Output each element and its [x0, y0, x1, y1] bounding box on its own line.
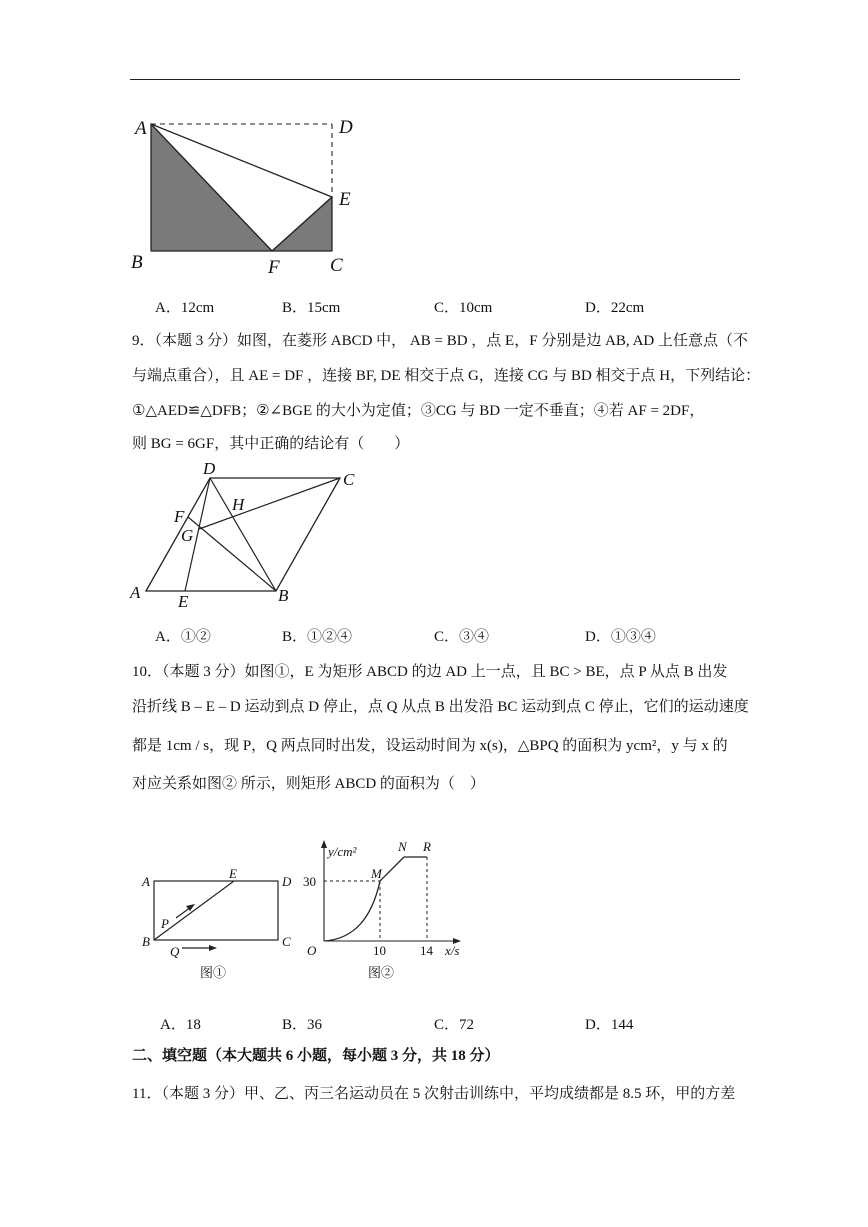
q10-figure-1 — [136, 862, 301, 987]
q8-label-c: C — [330, 255, 343, 276]
q10-fig2-caption: 图② — [368, 965, 395, 980]
q11-line-1: 11．（本题 3 分）甲、乙、丙三名运动员在 5 次射击训练中，平均成绩都是 8.5 环，甲的方差 — [132, 1086, 736, 1102]
q10-x-tick-14: 14 — [420, 943, 433, 958]
q9-label-e: E — [178, 592, 189, 610]
q10-option-d[interactable] — [585, 1013, 633, 1034]
option-letter: D． — [585, 629, 611, 645]
option-value: ①③④ — [610, 629, 656, 645]
q10-arrowhead-q — [209, 945, 217, 951]
option-letter: A． — [160, 1017, 186, 1033]
q9-line-1: 9．（本题 3 分）如图，在菱形 ABCD 中， AB = BD ，点 E，F 分别是边 AB, AD 上任意点（不 — [132, 333, 748, 349]
q9-line-2: 与端点重合），且 AE = DF ，连接 BF, DE 相交于点 G，连接 CG 与 BD 相交于点 H，下列结论： — [132, 368, 761, 384]
q10-origin-label: O — [307, 943, 317, 958]
q10-fig1-label-e: E — [229, 866, 237, 881]
option-value: 10cm — [459, 300, 493, 316]
q8-option-d[interactable] — [585, 296, 644, 317]
option-value: 15cm — [307, 300, 341, 316]
q10-y-tick-30: 30 — [303, 874, 316, 889]
q8-label-f: F — [268, 257, 280, 278]
q9-line-cg — [199, 478, 340, 529]
option-letter: D． — [585, 300, 611, 316]
q10-x-axis-label: x/s — [445, 943, 460, 958]
q10-fig1-label-q: Q — [170, 944, 180, 959]
option-letter: C． — [434, 300, 460, 316]
q9-option-c[interactable] — [434, 625, 489, 646]
q9-label-c: C — [343, 470, 355, 489]
q9-label-g: G — [181, 526, 194, 545]
q10-fig1-label-d: D — [282, 874, 292, 889]
q10-fig1-label-a: A — [142, 874, 150, 889]
option-value: 36 — [307, 1017, 323, 1033]
option-value: 72 — [459, 1017, 475, 1033]
q8-label-a: A — [135, 118, 147, 139]
q9-options — [155, 625, 755, 649]
q9-option-b[interactable] — [282, 625, 352, 646]
q9-label-d: D — [203, 459, 216, 478]
q10-label-n: N — [398, 839, 407, 854]
q8-label-d: D — [339, 117, 353, 138]
option-letter: B． — [282, 1017, 308, 1033]
section-2-title: 二、填空题（本大题共 6 小题，每小题 3 分，共 18 分） — [132, 1048, 500, 1064]
q10-option-c[interactable] — [434, 1013, 474, 1034]
q9-line-3: ①△AED≌△DFB；②∠BGE 的大小为定值；③CG 与 BD 一定不垂直；④若 AF = 2DF， — [132, 403, 705, 419]
option-letter: C． — [434, 1017, 460, 1033]
option-letter: C． — [434, 629, 460, 645]
option-letter: D． — [585, 1017, 611, 1033]
q10-label-r: R — [423, 839, 431, 854]
option-value: ①②④ — [307, 629, 353, 645]
q10-curve-om — [324, 881, 380, 941]
q10-line-be — [154, 881, 234, 940]
q10-x-tick-10: 10 — [373, 943, 386, 958]
option-letter: B． — [282, 300, 308, 316]
header-rule — [130, 79, 740, 80]
q10-option-b[interactable] — [282, 1013, 322, 1034]
q10-fig1-caption: 图① — [200, 965, 227, 980]
q8-options — [155, 296, 755, 320]
option-value: ①② — [180, 629, 211, 645]
q10-y-arrowhead — [321, 840, 327, 848]
q9-label-f: F — [174, 507, 185, 526]
q10-fig1-label-c: C — [282, 934, 291, 949]
q10-label-m: M — [371, 866, 382, 881]
q10-option-a[interactable] — [160, 1013, 201, 1034]
option-letter: B． — [282, 629, 308, 645]
q10-figure-2 — [300, 835, 470, 987]
q8-label-b: B — [131, 252, 143, 273]
q10-fig1-label-p: P — [161, 916, 169, 931]
q10-line-4: 对应关系如图② 所示，则矩形 ABCD 的面积为（ ） — [132, 776, 485, 792]
q8-figure — [125, 110, 365, 285]
option-value: 12cm — [180, 300, 215, 316]
option-value: 18 — [185, 1017, 201, 1033]
q10-options — [155, 1013, 755, 1037]
q10-rectangle — [154, 881, 278, 940]
q9-label-b: B — [278, 586, 289, 605]
q10-fig1-label-b: B — [142, 934, 150, 949]
option-value: ③④ — [459, 629, 490, 645]
q9-label-h: H — [232, 495, 245, 514]
q9-figure — [128, 458, 368, 610]
q8-option-b[interactable] — [282, 296, 340, 317]
q9-option-a[interactable] — [155, 625, 211, 646]
q10-line-1: 10．（本题 3 分）如图①，E 为矩形 ABCD 的边 AD 上一点，且 BC > BE，点 P 从点 B 出发 — [132, 664, 728, 680]
option-letter: A． — [155, 629, 181, 645]
q10-line-3: 都是 1cm / s，现 P，Q 两点同时出发，设运动时间为 x(s)，△BPQ 的面积为 ycm²，y 与 x 的 — [132, 738, 728, 754]
q8-label-e: E — [339, 189, 351, 210]
q8-option-a[interactable] — [155, 296, 214, 317]
q8-option-c[interactable] — [434, 296, 492, 317]
option-value: 144 — [610, 1017, 634, 1033]
q9-option-d[interactable] — [585, 625, 656, 646]
q9-label-a: A — [130, 583, 141, 602]
q10-line-2: 沿折线 B – E – D 运动到点 D 停止，点 Q 从点 B 出发沿 BC 运动到点 C 停止，它们的运动速度 — [132, 699, 749, 715]
option-value: 22cm — [610, 300, 645, 316]
q9-line-4: 则 BG = 6GF，其中正确的结论有（ ） — [132, 436, 410, 452]
q10-segment-mn — [380, 857, 404, 881]
option-letter: A． — [155, 300, 181, 316]
q10-y-axis-label: y/cm² — [328, 844, 357, 859]
